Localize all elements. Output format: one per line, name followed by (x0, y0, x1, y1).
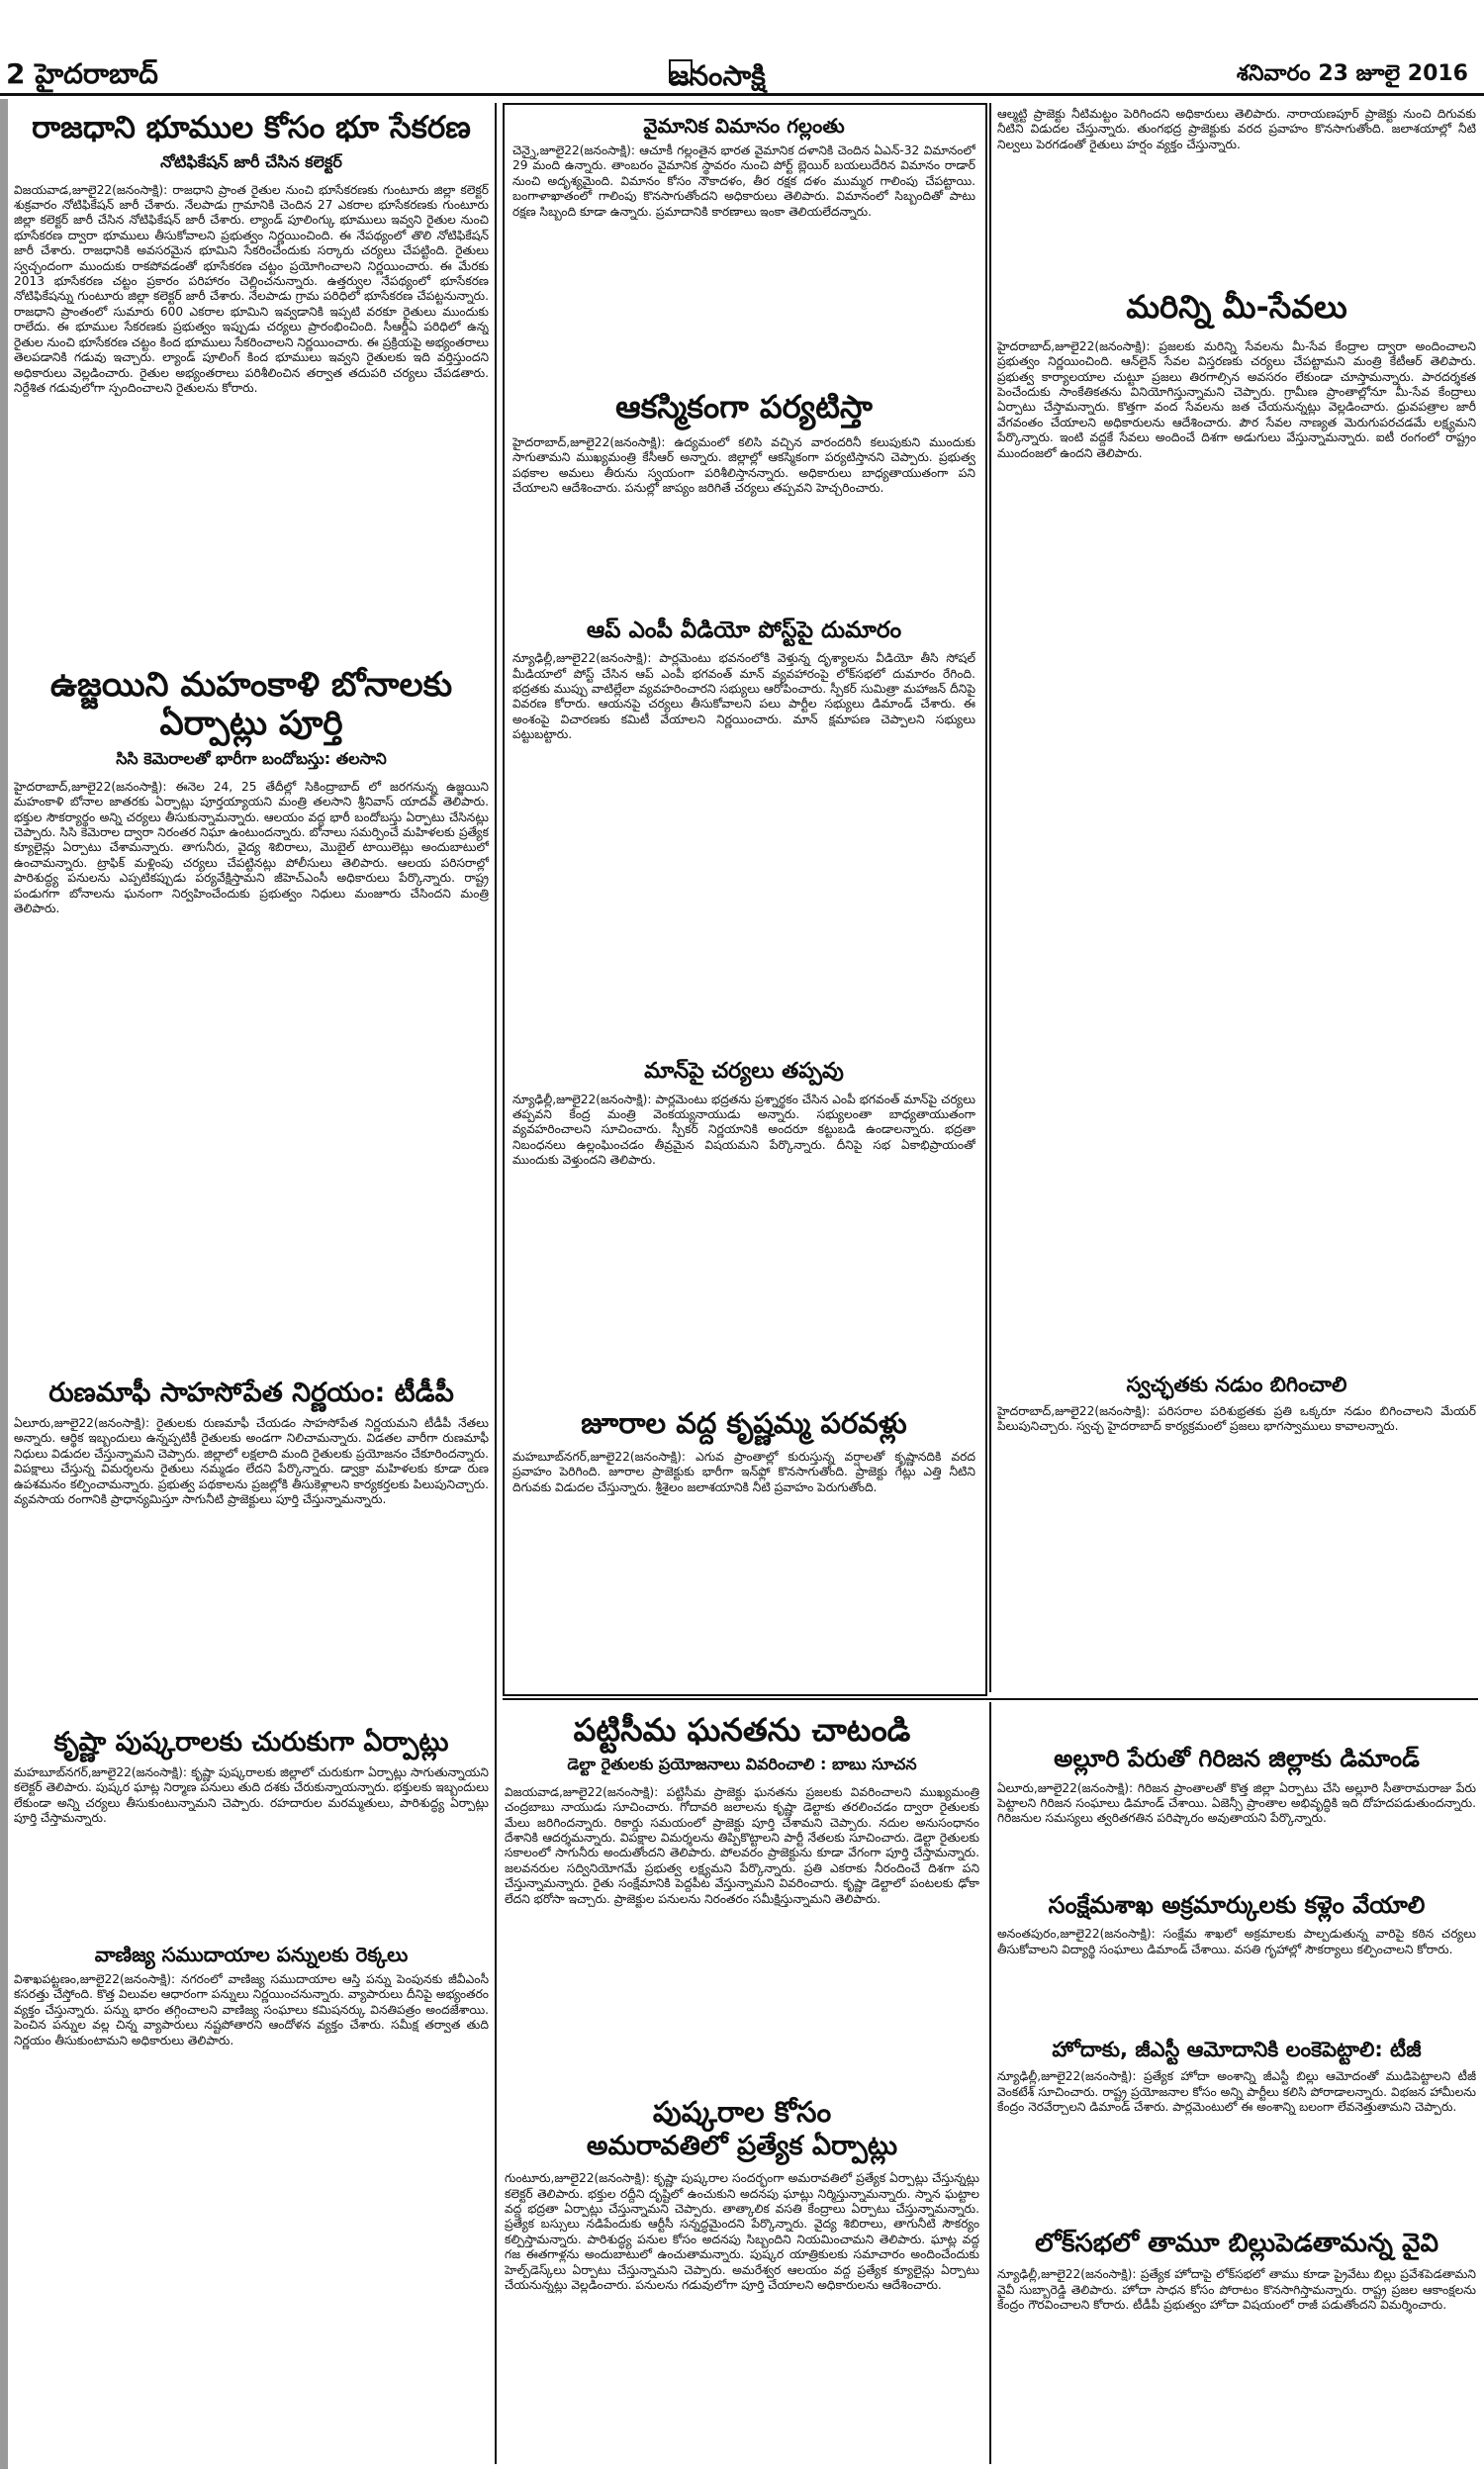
header-rule (0, 93, 1484, 96)
subhead-bonalu: సిసి కెమెరాలతో భారీగా బందోబస్తు: తలసాని (116, 748, 387, 768)
left-margin-bar (0, 99, 8, 2469)
headline-capital-lands: రాజధాని భూముల కోసం భూ సేకరణ (32, 110, 471, 145)
logo-text: జనంసాక్షి (669, 59, 766, 92)
headline-pushkaralu-amaravati-2: అమరావతిలో ప్రత్యేక ఏర్పాట్లు (586, 2131, 898, 2162)
article-yv-private-bill: న్యూఢిల్లీ,జూలై22(జనంసాక్షి): ప్రత్యేక హోదాపై లోక్‌సభలో తాము కూడా ప్రైవేటు బిల్లు ప్రవేశపెడతామని వైవీ సుబ్బారెడ్డి తెలిపారు. హోదా సాధన కోసం పోరాటం కొనసాగిస్తామన్నారు. రాష్ట్ర ప్రజల ఆకాంక్షలను కేంద్రం గౌరవించాలని కోరారు. టీడీపీ ప్రభుత్వం హోదా విషయంలో రాజీ పడుతోందని విమర్శించారు. (997, 2267, 1476, 2313)
logo-icon (669, 59, 693, 83)
article-alluri-district: ఏలూరు,జూలై22(జనంసాక్షి): గిరిజన ప్రాంతాలతో కొత్త జిల్లా ఏర్పాటు చేసి అల్లూరి సీతారామరాజు పేరు పెట్టాలని గిరిజన సంఘాలు డిమాండ్ చేశాయి. ఏజెన్సీ ప్రాంతాల అభివృద్ధికి ఇది దోహదపడుతుందన్నారు. గిరిజనుల సమస్యలు త్వరితగతిన పరిష్కారం అవుతాయని పేర్కొన్నారు. (997, 1780, 1476, 1826)
masthead (0, 0, 1484, 91)
divider-col3-lower (989, 1702, 991, 2464)
article-cleanliness: హైదరాబాద్,జూలై22(జనంసాక్షి): పరిసరాల పరిశుభ్రతకు ప్రతి ఒక్కరూ నడుం బిగించాలని మేయర్ పిలుపునిచ్చారు. స్వచ్ఛ హైదరాబాద్ కార్యక్రమంలో ప్రజలు భాగస్వాములు కావాలన్నారు. (997, 1403, 1476, 1434)
page-label: 2 హైదరాబాద్ (6, 57, 158, 90)
article-bonalu: హైదరాబాద్,జూలై22(జనంసాక్షి): ఈనెల 24, 25 తేదీల్లో సికింద్రాబాద్ లో జరగనున్న ఉజ్జయిని మహంకాళి బోనాల జాతరకు ఏర్పాట్లు పూర్తయ్యాయని మంత్రి తలసాని శ్రీనివాస్ యాదవ్ తెలిపారు. భక్తుల సౌకర్యార్థం అన్ని చర్యలు తీసుకున్నామన్నారు. ఆలయం వద్ద భారీ బందోబస్తు ఏర్పాటు చేసినట్లు చెప్పారు. సిసి కెమెరాల ద్వారా నిరంతర నిఘా ఉంటుందన్నారు. బోనాలు సమర్పించే మహిళలకు ప్రత్యేక క్యూలైన్లు ఏర్పాటు చేశామన్నారు. తాగునీరు, వైద్య శిబిరాలు, మొబైల్ టాయిలెట్లు అందుబాటులో ఉంచామన్నారు. ట్రాఫిక్ మళ్లింపు చర్యలు చేపట్టినట్లు పోలీసులు తెలిపారు. ఆలయ పరిసరాల్లో పారిశుద్ధ్య పనులను ఎప్పటికప్పుడు పర్యవేక్షిస్తామని జీహెచ్ఎంసీ అధికారులు పేర్కొన్నారు. రాష్ట్ర పండుగగా బోనాలను ఘనంగా నిర్వహించేందుకు ప్రభుత్వం నిధులు మంజూరు చేసిందని మంత్రి తెలిపారు. (14, 779, 489, 916)
subhead-notification: నోటిఫికేషన్ జారీ చేసిన కలెక్టర్ (160, 151, 342, 171)
article-reservoir-levels: ఆల్మట్టి ప్రాజెక్టు నీటిమట్టం పెరిగిందని అధికారులు తెలిపారు. నారాయణపూర్ ప్రాజెక్టు నుంచి దిగువకు నీటిని విడుదల చేస్తున్నారు. తుంగభద్ర ప్రాజెక్టుకు వరద ప్రవాహం కొనసాగుతోంది. జలాశయాల్లో నీటి నిల్వలు పెరగడంతో రైతులు హర్షం వ్యక్తం చేస్తున్నారు. (997, 107, 1476, 151)
article-more-mee-seva: హైదరాబాద్,జూలై22(జనంసాక్షి): ప్రజలకు మరిన్ని సేవలను మీ-సేవ కేంద్రాల ద్వారా అందించాలని ప్రభుత్వం నిర్ణయించింది. ఆన్‌లైన్ సేవల విస్తరణకు చర్యలు చేపట్టామని మంత్రి కేటీఆర్ తెలిపారు. ప్రభుత్వ కార్యాలయాల చుట్టూ ప్రజలు తిరగాల్సిన అవసరం లేకుండా చూస్తామన్నారు. పారదర్శకత పెంచేందుకు సాంకేతికతను వినియోగిస్తున్నామని చెప్పారు. గ్రామీణ ప్రాంతాల్లోనూ మీ-సేవ కేంద్రాలు ఏర్పాటు చేస్తామన్నారు. కొత్తగా వంద సేవలను జత చేయనున్నట్లు వెల్లడించారు. ధ్రువపత్రాల జారీ వేగవంతం చేయాలని అధికారులను ఆదేశించారు. పౌర సేవల నాణ్యత మెరుగుపరచడమే లక్ష్యమని పేర్కొన్నారు. ఇంటి వద్దకే సేవలు అందించే దిశగా అడుగులు వేస్తున్నామన్నారు. ఐటీ రంగంలో రాష్ట్రం ముందంజలో ఉందని తెలిపారు. (997, 338, 1476, 460)
article-jurala-krishna: మహబూబ్‌నగర్,జూలై22(జనంసాక్షి): ఎగువ ప్రాంతాల్లో కురుస్తున్న వర్షాలతో కృష్ణానదికి వరద ప్రవాహం పెరిగింది. జూరాల ప్రాజెక్టుకు భారీగా ఇన్‌ఫ్లో కొనసాగుతోంది. ప్రాజెక్టు గేట్లు ఎత్తి నీటిని దిగువకు విడుదల చేస్తున్నారు. శ్రీశైలం జలాశయానికి నీటి ప్రవాహం పెరుగుతోంది. (512, 1449, 975, 1494)
headline-action-on-mann: మాన్‌పై చర్యలు తప్పవు (644, 1059, 844, 1085)
article-capital-lands: విజయవాడ,జూలై22(జనంసాక్షి): రాజధాని ప్రాంత రైతుల నుంచి భూసేకరణకు గుంటూరు జిల్లా కలెక్టర్ శుక్రవారం నోటిఫికేషన్ జారీ చేశారు. నేలపాడు గ్రామానికి చెందిన 27 ఎకరాల భూసేకరణకు గుంటూరు జిల్లా కలెక్టర్ జారీ చేసిన నోటిఫికేషన్ జారీ చేశారు. ల్యాండ్ పూలింగ్కు భూములు ఇవ్వని రైతుల నుంచి భూసేకరణ ద్వారా భూములు తీసుకోవాలని ప్రభుత్వం నిర్ణయించింది. ఈ నేపథ్యంలో తొలి నోటిఫికేషన్ జారీ చేశారు. రాజధానికి అవసరమైన భూమిని సేకరించేందుకు సర్కారు చర్యలు చేపట్టింది. రైతులు స్వచ్ఛందంగా ముందుకు రాకపోవడంతో భూసేకరణ చట్టం ప్రయోగించాలని నిర్ణయించారు. ఈ మేరకు 2013 భూసేకరణ చట్టం ప్రకారం పరిహారం చెల్లించనున్నారు. ఉత్తర్వుల నేపథ్యంలో భూసేకరణ నోటిఫికేషన్ను గుంటూరు జిల్లా కలెక్టర్ జారీ చేశారు. నేలపాడు గ్రామ పరిధిలో భూసేకరణ చేపట్టనున్నారు. రాజధాని ప్రాంతంలో సుమారు 600 ఎకరాల భూమిని ఇవ్వడానికి ఇప్పటి వరకూ రైతులు ముందుకు రాలేదు. ఈ భూముల సేకరణకు ప్రభుత్వం ఇప్పుడు చర్యలు ప్రారంభించింది. సీఆర్డీఏ పరిధిలో ఉన్న రైతుల నుంచి భూసేకరణ చట్టం కింద భూములు సేకరించాలని నిర్ణయించారు. ఈ ప్రక్రియపై అభ్యంతరాలు తెలపడానికి గడువు ఇచ్చారు. ల్యాండ్ పూలింగ్ కింద భూములు ఇవ్వని రైతులకు ఇది వర్తిస్తుందని అధికారులు వెల్లడించారు. రైతుల అభ్యంతరాలు పరిశీలించిన తర్వాత తదుపరి చర్యలు చేపడతారు. నిర్దేశిత గడువులోగా స్పందించాలని రైతులను కోరారు. (14, 182, 489, 395)
column-1 (14, 103, 489, 2464)
headline-bonalu: ఉజ్జయిని మహంకాళి బోనాలకు ఏర్పాట్లు పూర్తి (49, 664, 453, 743)
subhead-pattiseema: డెల్టా రైతులకు ప్రయోజనాలు వివరించాలి : బాబు సూచన (567, 1754, 917, 1773)
article-pushkaralu-amaravati: గుంటూరు,జూలై22(జనంసాక్షి): కృష్ణా పుష్కరాల సందర్భంగా అమరావతిలో ప్రత్యేక ఏర్పాట్లు చేస్తున్నట్లు కలెక్టర్ తెలిపారు. భక్తుల రద్దీని దృష్టిలో ఉంచుకుని అదనపు ఘాట్లు నిర్మిస్తున్నామన్నారు. స్నాన ఘట్టాల వద్ద భద్రతా ఏర్పాట్లు చేస్తున్నామని చెప్పారు. తాత్కాలిక వసతి కేంద్రాలు ఏర్పాటు చేస్తున్నామన్నారు. ప్రత్యేక బస్సులు నడిపేందుకు ఆర్టీసీ సన్నద్ధమైందని పేర్కొన్నారు. వైద్య శిబిరాలు, తాగునీటి సౌకర్యం కల్పిస్తామన్నారు. పారిశుద్ధ్య పనుల కోసం అదనపు సిబ్బందిని నియమించామని తెలిపారు. ఘాట్ల వద్ద గజ ఈతగాళ్లను అందుబాటులో ఉంచుతామన్నారు. పుష్కర యాత్రికులకు సమాచారం అందించేందుకు హెల్ప్‌డెస్క్‌లు ఏర్పాటు చేస్తున్నామని చెప్పారు. అమరేశ్వర ఆలయం వద్ద ప్రత్యేక క్యూలైన్లు ఏర్పాటు చేయనున్నట్లు వెల్లడించారు. పనులను గడువులోగా పూర్తి చేయాలని అధికారులను ఆదేశించారు. (505, 2171, 979, 2293)
article-loan-waiver: ఏలూరు,జూలై22(జనంసాక్షి): రైతులకు రుణమాఫీ చేయడం సాహసోపేత నిర్ణయమని టీడీపీ నేతలు అన్నారు. ఆర్థిక ఇబ్బందులు ఉన్నప్పటికీ రైతులకు అండగా నిలిచామన్నారు. విడతల వారీగా రుణమాఫీ నిధులు విడుదల చేస్తున్నామని చెప్పారు. జిల్లాలో లక్షలాది మంది రైతులకు ప్రయోజనం చేకూరిందన్నారు. విపక్షాలు చేస్తున్న విమర్శలను రైతులు నమ్మడం లేదని పేర్కొన్నారు. డ్వాక్రా మహిళలకు కూడా రుణ ఉపశమనం కల్పించామన్నారు. ప్రభుత్వ పథకాలను ప్రజల్లోకి తీసుకెళ్లాలని కార్యకర్తలకు పిలుపునిచ్చారు. వ్యవసాయ రంగానికి ప్రాధాన్యమిస్తూ సాగునీటి ప్రాజెక్టులు పూర్తి చేస్తున్నామన్నారు. (14, 1415, 489, 1506)
headline-aap-mp-video: ఆప్ ఎంపీ వీడియో పోస్ట్‌పై దుమారం (586, 617, 902, 643)
article-commercial-taxes: విశాఖపట్టణం,జూలై22(జనంసాక్షి): నగరంలో వాణిజ్య సముదాయాల ఆస్తి పన్ను పెంపునకు జీవీఎంసీ కసరత్తు చేస్తోంది. కొత్త విలువల ఆధారంగా పన్నులు నిర్ణయించనున్నారు. వ్యాపారులు దీనిపై అభ్యంతరం వ్యక్తం చేస్తున్నారు. పన్ను భారం తగ్గించాలని వాణిజ్య సంఘాలు కమిషనర్కు వినతిపత్రం అందజేశాయి. పెంచిన పన్నుల వల్ల చిన్న వ్యాపారులు నష్టపోతారని ఆందోళన వ్యక్తం చేశారు. సమీక్ష తర్వాత తుది నిర్ణయం తీసుకుంటామని అధికారులు తెలిపారు. (14, 1971, 489, 2047)
headline-alluri-district: అల్లూరి పేరుతో గిరిజన జిల్లాకు డిమాండ్ (1054, 1745, 1420, 1772)
headline-special-status-gst: హోదాకు, జీఎస్టీ ఆమోదానికి లంకెపెట్టాలి: టీజీ (1052, 2038, 1422, 2062)
article-action-on-mann: న్యూఢిల్లీ,జూలై22(జనంసాక్షి): పార్లమెంటు భద్రతను ప్రశ్నార్థకం చేసిన ఎంపీ భగవంత్ మాన్‌పై చర్యలు తప్పవని కేంద్ర మంత్రి వెంకయ్యనాయుడు అన్నారు. సభ్యులంతా బాధ్యతాయుతంగా వ్యవహరించాలని సూచించారు. స్పీకర్ నిర్ణయానికి అందరూ కట్టుబడి ఉండాలన్నారు. భద్రతా నిబంధనలు ఉల్లంఘించడం తీవ్రమైన విషయమని పేర్కొన్నారు. దీనిపై సభ ఏకాభిప్రాయంతో ముందుకు వెళ్తుందని తెలిపారు. (512, 1092, 975, 1168)
headline-plane-missing: వైమానిక విమానం గల్లంతు (643, 114, 845, 138)
headline-pushkaralu-amaravati: పుష్కరాల కోసం (652, 2094, 832, 2129)
column-3-lower (997, 1706, 1476, 2464)
headline-welfare-dept: సంక్షేమశాఖ అక్రమార్కులకు కళ్లెం వేయాలి (1048, 1890, 1426, 1919)
headline-cleanliness: స్వచ్ఛతకు నడుం బిగించాలి (1126, 1372, 1347, 1396)
divider-lower (503, 1698, 1478, 1700)
article-plane-missing: చెన్నై,జూలై22(జనంసాక్షి): ఆచూకీ గల్లంతైన భారత వైమానిక దళానికి చెందిన ఏఎన్-32 విమానంలో 29 మంది ఉన్నారు. తాంబరం వైమానిక స్థావరం నుంచి పోర్ట్ బ్లెయిర్ బయలుదేరిన విమానం రాడార్ నుంచి అదృశ్యమైంది. విమానం కోసం నౌకాదళం, తీర రక్షక దళం ముమ్మర గాలింపు చేపట్టాయి. బంగాళాఖాతంలో గాలింపు కొనసాగుతోందని అధికారులు తెలిపారు. విమానంలో సిబ్బందితో పాటు రక్షణ సిబ్బంది కూడా ఉన్నారు. ప్రమాదానికి కారణాలు ఇంకా తెలియలేదన్నారు. (512, 143, 975, 219)
article-special-status-gst: న్యూఢిల్లీ,జూలై22(జనంసాక్షి): ప్రత్యేక హోదా అంశాన్ని జీఎస్టీ బిల్లు ఆమోదంతో ముడిపెట్టాలని టీజీ వెంకటేశ్ సూచించారు. రాష్ట్ర ప్రయోజనాల కోసం అన్ని పార్టీలు కలిసి పోరాడాలన్నారు. విభజన హామీలను కేంద్రం నెరవేర్చాలని డిమాండ్ చేశారు. పార్లమెంటులో ఈ అంశాన్ని బలంగా లేవనెత్తుతామని చెప్పారు. (997, 2069, 1476, 2115)
headline-more-mee-seva: మరిన్ని మీ-సేవలు (1126, 288, 1347, 326)
headline-commercial-taxes: వాణిజ్య సముదాయాల పన్నులకు రెక్కలు (94, 1942, 409, 1966)
article-aap-mp-video: న్యూఢిల్లీ,జూలై22(జనంసాక్షి): పార్లమెంటు భవనంలోకి వెళ్తున్న దృశ్యాలను వీడియో తీసి సోషల్ మీడియాలో పోస్ట్ చేసిన ఆప్ ఎంపీ భగవంత్ మాన్ వ్యవహారంపై లోక్‌సభలో దుమారం రేగింది. భద్రతకు ముప్పు వాటిల్లేలా వ్యవహరించారని సభ్యులు ఆరోపించారు. స్పీకర్ సుమిత్రా మహాజన్ దీనిపై వివరణ కోరారు. ఆయనపై చర్యలు తీసుకోవాలని పలు పార్టీల సభ్యులు డిమాండ్ చేశారు. ఈ అంశంపై విచారణకు కమిటీ వేయాలని నిర్ణయించారు. మాన్ క్షమాపణ చెప్పాలని సభ్యులు పట్టుబట్టారు. (512, 651, 975, 742)
headline-yv-private-bill: లోక్‌సభలో తామూ బిల్లుపెడతామన్న వైవి (1035, 2229, 1438, 2259)
headline-krishna-pushkaralu: కృష్ణా పుష్కరాలకు చురుకుగా ఏర్పాట్లు (53, 1726, 449, 1758)
divider-col1 (495, 103, 497, 2464)
column-3-upper (997, 107, 1476, 1690)
divider-col2 (989, 103, 991, 1692)
headline-jurala-krishna: జూరాల వద్ద కృష్ణమ్మ పరవళ్లు (581, 1405, 907, 1440)
headline-loan-waiver: రుణమాఫీ సాహసోపేత నిర్ణయం: టీడీపీ (48, 1377, 454, 1408)
headline-pattiseema: పట్టిసీమ ఘనతను చాటండి (573, 1711, 911, 1749)
article-pattiseema: విజయవాడ,జూలై22(జనంసాక్షి): పట్టిసీమ ప్రాజెక్టు ఘనతను ప్రజలకు వివరించాలని ముఖ్యమంత్రి చంద్రబాబు నాయుడు సూచించారు. గోదావరి జలాలను కృష్ణా డెల్టాకు తరలించడం ద్వారా రైతులకు మేలు జరిగిందన్నారు. రికార్డు సమయంలో ప్రాజెక్టు పూర్తి చేశామని చెప్పారు. నదుల అనుసంధానం దేశానికి ఆదర్శమన్నారు. విపక్షాల విమర్శలను తిప్పికొట్టాలని పార్టీ నేతలకు సూచించారు. డెల్టా రైతులకు సకాలంలో సాగునీరు అందుతోందని తెలిపారు. పోలవరం ప్రాజెక్టును కూడా వేగంగా పూర్తి చేస్తామన్నారు. జలవనరుల సద్వినియోగమే ప్రభుత్వ లక్ష్యమని పేర్కొన్నారు. ప్రతి ఎకరాకు నీరందించే దిశగా పని చేస్తున్నామన్నారు. రైతు సంక్షేమానికి పెద్దపీట వేస్తున్నామని వివరించారు. కృష్ణా డెల్టాలో పంటలకు ఢోకా లేదని భరోసా ఇచ్చారు. ప్రాజెక్టుల పనులను నిరంతరం సమీక్షిస్తున్నామని తెలిపారు. (505, 1784, 979, 1906)
headline-surprise-visit: ఆకస్మికంగా పర్యటిస్తా (615, 388, 873, 426)
column-2 (512, 111, 975, 1684)
article-surprise-visit: హైదరాబాద్,జూలై22(జనంసాక్షి): ఉద్యమంలో కలిసి వచ్చిన వారందరినీ కలుపుకుని ముందుకు సాగుతామని ముఖ్యమంత్రి కేసీఆర్ అన్నారు. జిల్లాల్లో ఆకస్మికంగా పర్యటిస్తానని చెప్పారు. ప్రభుత్వ పథకాల అమలు తీరును స్వయంగా పరిశీలిస్తానన్నారు. అధికారులు బాధ్యతాయుతంగా పని చేయాలని ఆదేశించారు. పనుల్లో జాప్యం జరిగితే చర్యలు తప్పవని హెచ్చరించారు. (512, 434, 975, 496)
article-welfare-dept: అనంతపురం,జూలై22(జనంసాక్షి): సంక్షేమ శాఖలో అక్రమాలకు పాల్పడుతున్న వారిపై కఠిన చర్యలు తీసుకోవాలని విద్యార్థి సంఘాలు డిమాండ్ చేశాయి. వసతి గృహాల్లో సౌకర్యాలు కల్పించాలని కోరారు. (997, 1927, 1476, 1956)
article-krishna-pushkaralu: మహబూబ్‌నగర్,జూలై22(జనంసాక్షి): కృష్ణా పుష్కరాలకు జిల్లాలో చురుకుగా ఏర్పాట్లు సాగుతున్నాయని కలెక్టర్ తెలిపారు. పుష్కర ఘాట్ల నిర్మాణ పనులు తుది దశకు చేరుకున్నాయన్నారు. భక్తులకు ఇబ్బందులు లేకుండా అన్ని చర్యలు తీసుకుంటున్నామని చెప్పారు. రహదారుల మరమ్మతులు, పారిశుద్ధ్య ఏర్పాట్లు పూర్తి చేస్తామన్నారు. (14, 1764, 489, 1826)
issue-date: శనివారం 23 జూలై 2016 (1236, 61, 1468, 86)
column-2-lower (505, 1706, 979, 2464)
